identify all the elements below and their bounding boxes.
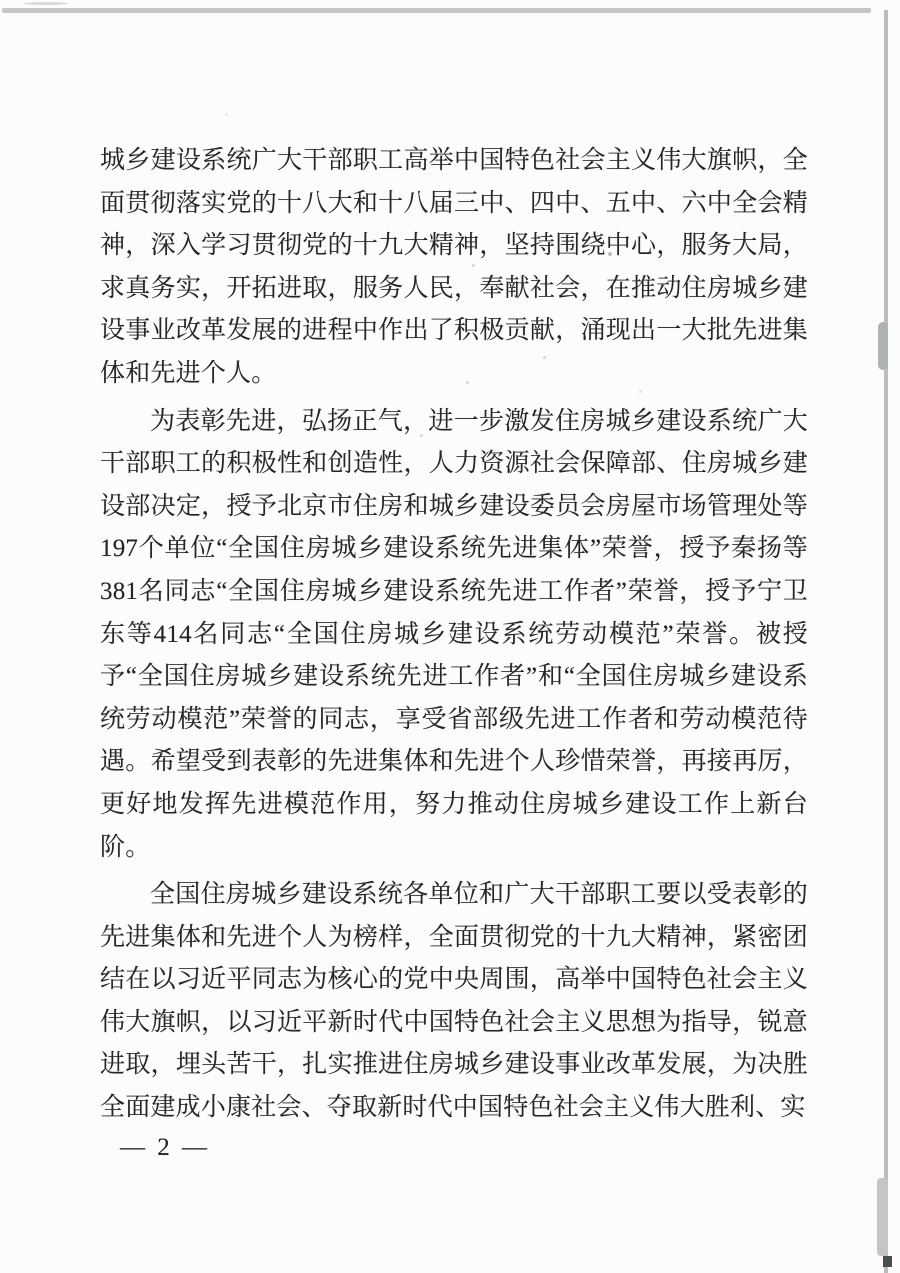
document-paragraph: 城乡建设系统广大干部职工高举中国特色社会主义伟大旗帜，全面贯彻落实党的十八大和十八届三中、四中、五中、六中全会精神，深入学习贯彻党的十九大精神，坚持围绕中心，服务大局，求真务实，开拓进取，服务人民，奉献社会，在推动住房城乡建设事业改革发展的进程中作出了积极贡献，涌现出一大批先进集体和先进个人。 bbox=[100, 147, 808, 387]
scan-noise-speck bbox=[639, 390, 642, 393]
scan-edge-top bbox=[2, 8, 871, 13]
scan-noise-speck bbox=[420, 434, 423, 437]
scan-noise-speck bbox=[466, 381, 469, 384]
document-body bbox=[100, 140, 808, 1135]
scan-edge-blob-upper bbox=[878, 322, 888, 370]
scan-noise-speck bbox=[225, 113, 228, 116]
scan-corner-mark bbox=[883, 1256, 892, 1267]
scan-edge-blob-lower bbox=[877, 1178, 888, 1256]
scan-noise-speck bbox=[543, 356, 546, 359]
scan-noise-speck bbox=[770, 906, 773, 909]
scan-noise-speck bbox=[608, 252, 612, 256]
scan-edge-right bbox=[884, 10, 888, 1273]
page-number: — 2 — bbox=[120, 1134, 210, 1161]
scan-noise-speck bbox=[472, 264, 475, 267]
document-paragraph: 全国住房城乡建设系统各单位和广大干部职工要以受表彰的先进集体和先进个人为榜样，全面贯彻党的十九大精神，紧密团结在以习近平同志为核心的党中央周围，高举中国特色社会主义伟大旗帜，以习近平新时代中国特色社会主义思想为指导，锐意进取，埋头苦干，扎实推进住房城乡建设事业改革发展，为决胜全面建成小康社会、夺取新时代中国特色社会主义伟大胜利、实 bbox=[100, 881, 808, 1122]
scan-edge-wisp bbox=[24, 2, 68, 5]
document-paragraph: 为表彰先进，弘扬正气，进一步激发住房城乡建设系统广大干部职工的积极性和创造性，人力资源社会保障部、住房城乡建设部决定，授予北京市住房和城乡建设委员会房屋市场管理处等197个单位“全国住房城乡建设系统先进集体”荣誉，授予秦扬等381名同志“全国住房城乡建设系统先进工作者”荣誉，授予宁卫东等414名同志“全国住房城乡建设系统劳动模范”荣誉。被授予“全国住房城乡建设系统先进工作者”和“全国住房城乡建设系统劳动模范”荣誉的同志，享受省部级先进工作者和劳动模范待遇。希望受到表彰的先进集体和先进个人珍惜荣誉，再接再厉，更好地发挥先进模范作用，努力推动住房城乡建设工作上新台阶。 bbox=[100, 407, 808, 861]
